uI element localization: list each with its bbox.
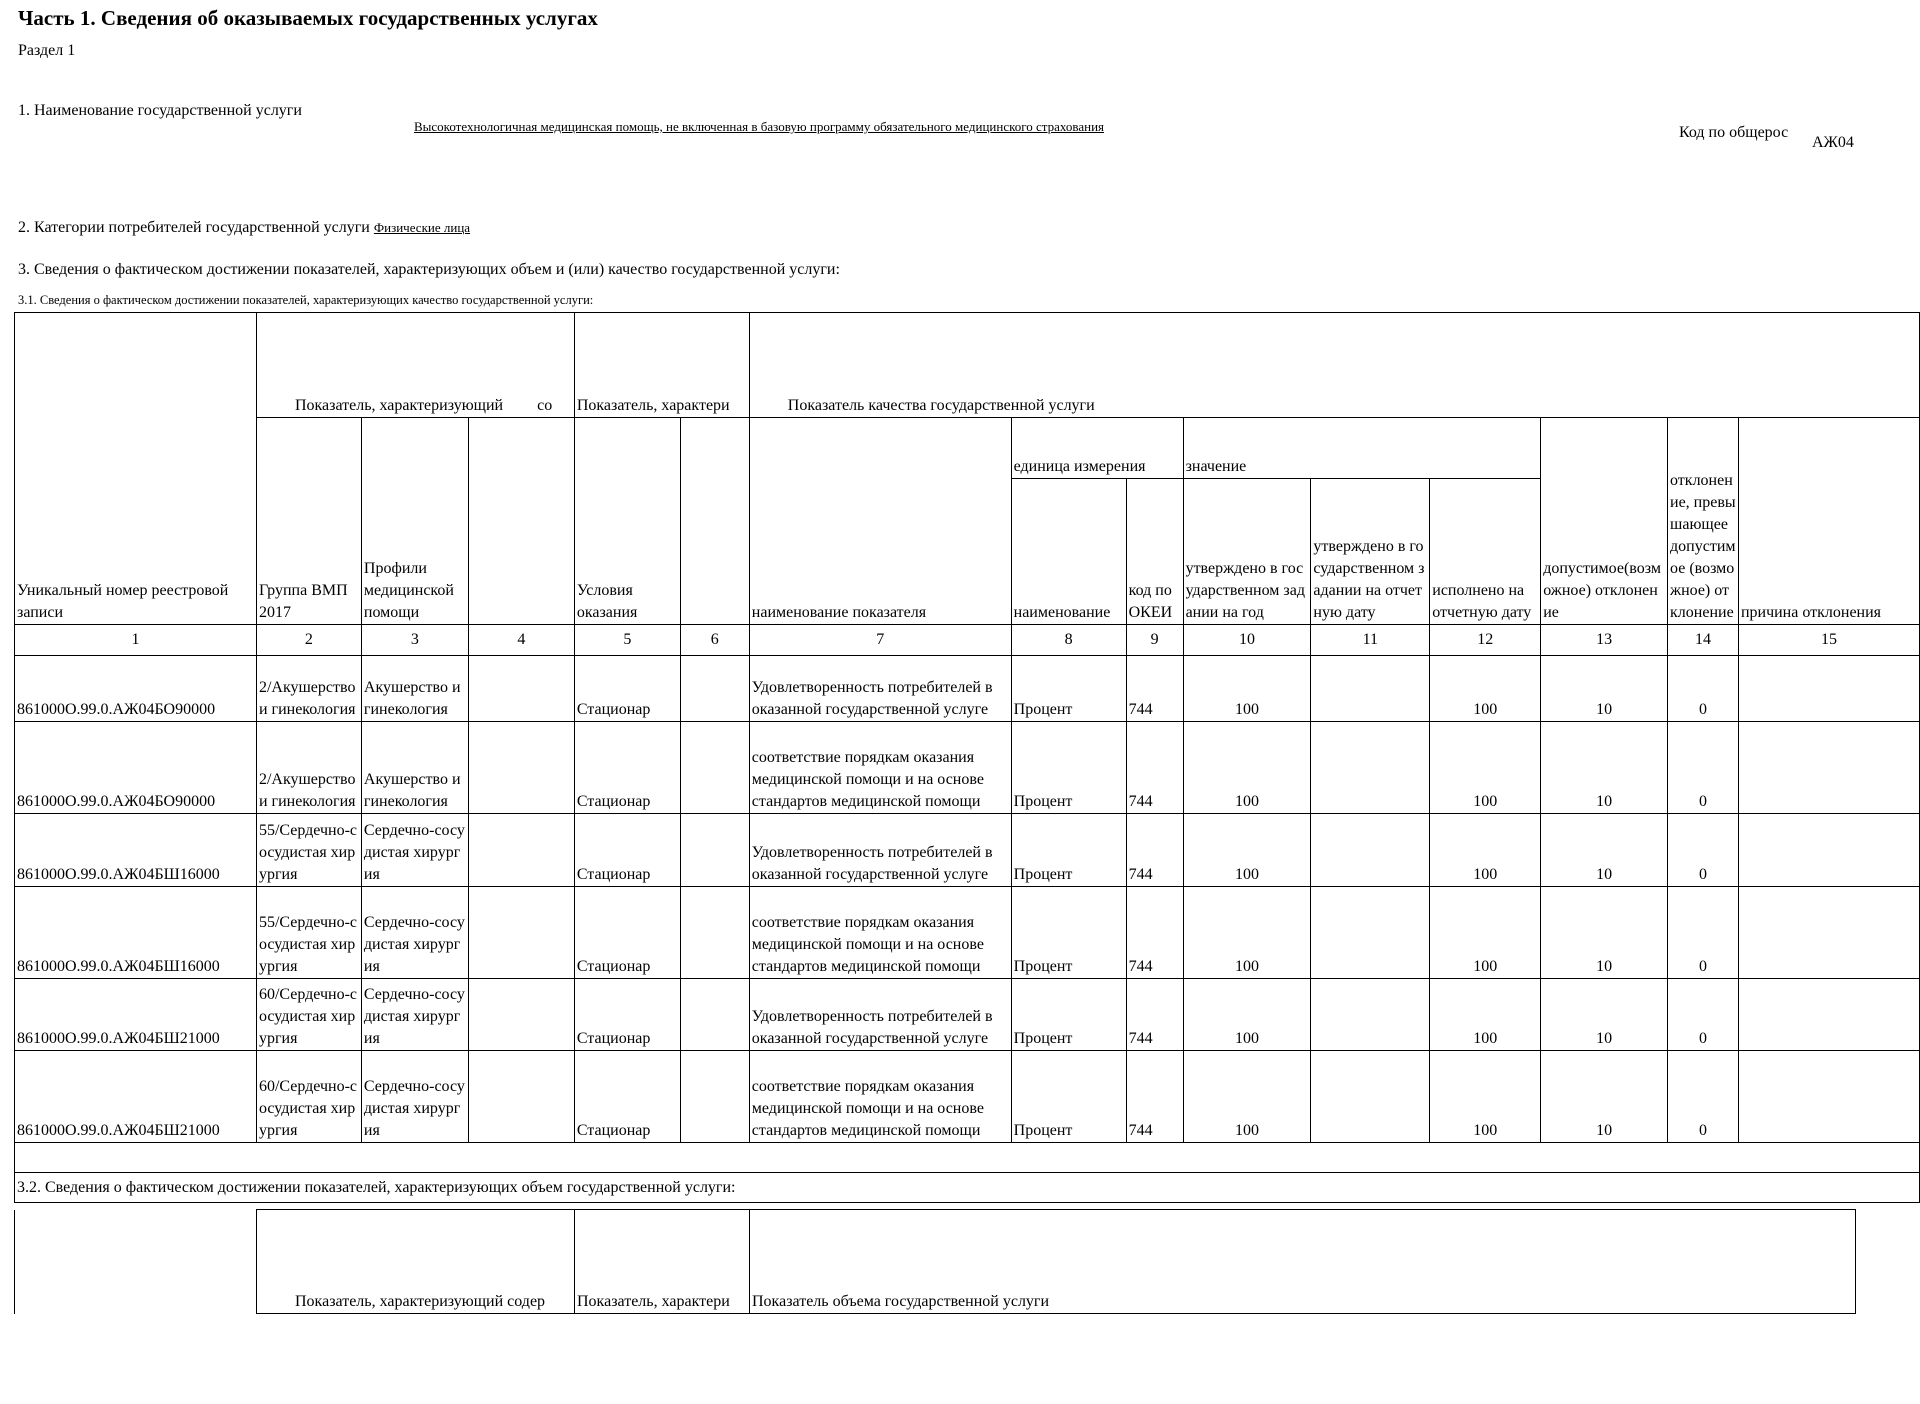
- cell-excess-deviation: 0: [1668, 887, 1739, 979]
- cell-profile: Сердечно-сосудистая хирургия: [361, 1051, 468, 1143]
- column-number: 9: [1126, 625, 1183, 656]
- column-number: 3: [361, 625, 468, 656]
- cell-indicator-name: соответствие порядкам оказания медицинской помощи и на основе стандартов медицинской помощи: [749, 1051, 1011, 1143]
- volume-table: [14, 1209, 1856, 1314]
- cell-approved-date: [1311, 887, 1430, 979]
- cell-allowed-deviation: 10: [1541, 656, 1668, 722]
- header-indicator-name: наименование показателя: [749, 418, 1011, 625]
- cell-vmp-group: 2/Акушерство и гинекология: [256, 722, 361, 814]
- table-row: [15, 722, 1920, 814]
- column-number: 5: [574, 625, 680, 656]
- volume-header-volume-indicator: Показатель объема государственной услуги: [750, 1210, 1856, 1314]
- header-vmp-group: Группа ВМП 2017: [256, 418, 361, 625]
- cell-vmp-group: 60/Сердечно-сосудистая хирургия: [256, 1051, 361, 1143]
- consumers-value: Физические лица: [373, 220, 471, 235]
- service-name-label: 1. Наименование государственной услуги: [18, 102, 302, 119]
- header-value: значение: [1183, 418, 1541, 479]
- cell-allowed-deviation: 10: [1541, 979, 1668, 1051]
- column-number: 7: [749, 625, 1011, 656]
- cell-okei: 744: [1126, 722, 1183, 814]
- cell-profile: Акушерство и гинекология: [361, 656, 468, 722]
- header-conditions: Условия оказания: [574, 418, 680, 625]
- cell-empty: [680, 1051, 749, 1143]
- cell-empty: [468, 979, 574, 1051]
- table-row: [15, 887, 1920, 979]
- consumers-label: 2. Категории потребителей государственной услуги: [18, 219, 370, 236]
- cell-okei: 744: [1126, 814, 1183, 887]
- cell-done: 100: [1430, 887, 1541, 979]
- cell-profile: Сердечно-сосудистая хирургия: [361, 979, 468, 1051]
- cell-okei: 744: [1126, 656, 1183, 722]
- cell-unit: Процент: [1011, 656, 1126, 722]
- volume-header-unique-number: [15, 1210, 257, 1314]
- header-profiles: Профили медицинской помощи: [361, 418, 468, 625]
- cell-done: 100: [1430, 656, 1541, 722]
- cell-vmp-group: 2/Акушерство и гинекология: [256, 656, 361, 722]
- cell-unit: Процент: [1011, 979, 1126, 1051]
- cell-empty: [680, 722, 749, 814]
- cell-excess-deviation: 0: [1668, 979, 1739, 1051]
- cell-indicator-name: Удовлетворенность потребителей в оказанной государственной услуге: [749, 814, 1011, 887]
- cell-approved-year: 100: [1183, 979, 1311, 1051]
- cell-reg-number: 861000О.99.0.АЖ04БШ21000: [15, 979, 257, 1051]
- cell-approved-date: [1311, 1051, 1430, 1143]
- header-approved-date: утверждено в государственном задании на отчетную дату: [1311, 479, 1430, 625]
- header-excess-deviation: отклонение, превышающее допустимое (возможное) отклонение: [1668, 418, 1739, 625]
- cell-reg-number: 861000О.99.0.АЖ04БО90000: [15, 656, 257, 722]
- column-numbers-row: [15, 625, 1920, 656]
- cell-profile: Сердечно-сосудистая хирургия: [361, 814, 468, 887]
- column-number: 10: [1183, 625, 1311, 656]
- cell-done: 100: [1430, 722, 1541, 814]
- header-conditions-indicator: Показатель, характери: [574, 313, 749, 418]
- cell-approved-date: [1311, 814, 1430, 887]
- cell-done: 100: [1430, 814, 1541, 887]
- cell-empty: [680, 656, 749, 722]
- header-quality-indicator: Показатель качества государственной услуги: [749, 313, 1919, 418]
- cell-reason: [1738, 814, 1919, 887]
- table-row: [15, 814, 1920, 887]
- cell-empty: [680, 814, 749, 887]
- cell-conditions: Стационар: [574, 722, 680, 814]
- cell-indicator-name: Удовлетворенность потребителей в оказанной государственной услуге: [749, 979, 1011, 1051]
- header-done: исполнено на отчетную дату: [1430, 479, 1541, 625]
- indicators-heading: 3. Сведения о фактическом достижении показателей, характеризующих объем и (или) качество государственной услуги:: [18, 261, 840, 278]
- cell-conditions: Стационар: [574, 887, 680, 979]
- cell-empty: [468, 1051, 574, 1143]
- cell-reason: [1738, 1051, 1919, 1143]
- column-number: 12: [1430, 625, 1541, 656]
- consumers-line: [18, 219, 470, 237]
- cell-reason: [1738, 979, 1919, 1051]
- column-number: 1: [15, 625, 257, 656]
- column-number: 6: [680, 625, 749, 656]
- table-row: [15, 1051, 1920, 1143]
- header-allowed-deviation: допустимое(возможное) отклонение: [1541, 418, 1668, 625]
- cell-vmp-group: 55/Сердечно-сосудистая хирургия: [256, 814, 361, 887]
- code-value: АЖ04: [1812, 134, 1854, 151]
- cell-profile: Сердечно-сосудистая хирургия: [361, 887, 468, 979]
- cell-okei: 744: [1126, 1051, 1183, 1143]
- column-number: 14: [1668, 625, 1739, 656]
- cell-empty: [680, 887, 749, 979]
- header-col4: [468, 418, 574, 625]
- cell-reg-number: 861000О.99.0.АЖ04БШ16000: [15, 887, 257, 979]
- header-col6: [680, 418, 749, 625]
- cell-excess-deviation: 0: [1668, 722, 1739, 814]
- volume-section-row: [15, 1173, 1920, 1203]
- cell-allowed-deviation: 10: [1541, 1051, 1668, 1143]
- volume-header-content-indicator: Показатель, характеризующий содер: [257, 1210, 575, 1314]
- cell-done: 100: [1430, 979, 1541, 1051]
- column-number: 11: [1311, 625, 1430, 656]
- cell-conditions: Стационар: [574, 1051, 680, 1143]
- cell-empty: [680, 979, 749, 1051]
- cell-empty: [468, 722, 574, 814]
- cell-approved-date: [1311, 979, 1430, 1051]
- cell-indicator-name: соответствие порядкам оказания медицинской помощи и на основе стандартов медицинской помощи: [749, 887, 1011, 979]
- cell-reason: [1738, 656, 1919, 722]
- cell-reg-number: 861000О.99.0.АЖ04БШ16000: [15, 814, 257, 887]
- cell-vmp-group: 60/Сердечно-сосудистая хирургия: [256, 979, 361, 1051]
- section-label: Раздел 1: [18, 42, 76, 59]
- page-title: Часть 1. Сведения об оказываемых государственных услугах: [18, 6, 598, 30]
- code-label: Код по общерос: [1679, 124, 1789, 141]
- table-spacer-row: [15, 1143, 1920, 1173]
- quality-section-heading: 3.1. Сведения о фактическом достижении показателей, характеризующих качество государственной услуги:: [18, 293, 594, 307]
- volume-section-heading: 3.2. Сведения о фактическом достижении показателей, характеризующих объем государственной услуги:: [15, 1173, 1920, 1203]
- cell-vmp-group: 55/Сердечно-сосудистая хирургия: [256, 887, 361, 979]
- cell-conditions: Стационар: [574, 979, 680, 1051]
- cell-approved-date: [1311, 722, 1430, 814]
- header-okei: код по ОКЕИ: [1126, 479, 1183, 625]
- cell-allowed-deviation: 10: [1541, 814, 1668, 887]
- column-number: 2: [256, 625, 361, 656]
- header-approved-year: утверждено в государственном задании на год: [1183, 479, 1311, 625]
- table-row: [15, 656, 1920, 722]
- cell-empty: [468, 814, 574, 887]
- cell-okei: 744: [1126, 887, 1183, 979]
- cell-approved-date: [1311, 656, 1430, 722]
- cell-allowed-deviation: 10: [1541, 887, 1668, 979]
- header-unit-name: наименование: [1011, 479, 1126, 625]
- column-number: 15: [1738, 625, 1919, 656]
- cell-indicator-name: Удовлетворенность потребителей в оказанной государственной услуге: [749, 656, 1011, 722]
- cell-conditions: Стационар: [574, 656, 680, 722]
- cell-excess-deviation: 0: [1668, 656, 1739, 722]
- cell-profile: Акушерство и гинекология: [361, 722, 468, 814]
- volume-header-conditions-indicator: Показатель, характери: [575, 1210, 750, 1314]
- column-number: 4: [468, 625, 574, 656]
- header-unique-number: Уникальный номер реестровой записи: [15, 313, 257, 625]
- cell-unit: Процент: [1011, 814, 1126, 887]
- cell-unit: Процент: [1011, 887, 1126, 979]
- cell-okei: 744: [1126, 979, 1183, 1051]
- cell-approved-year: 100: [1183, 814, 1311, 887]
- cell-approved-year: 100: [1183, 656, 1311, 722]
- cell-approved-year: 100: [1183, 887, 1311, 979]
- cell-approved-year: 100: [1183, 722, 1311, 814]
- column-number: 8: [1011, 625, 1126, 656]
- cell-unit: Процент: [1011, 722, 1126, 814]
- cell-empty: [15, 1143, 1920, 1173]
- cell-excess-deviation: 0: [1668, 1051, 1739, 1143]
- table-row: [15, 979, 1920, 1051]
- header-deviation-reason: причина отклонения: [1738, 418, 1919, 625]
- cell-reg-number: 861000О.99.0.АЖ04БШ21000: [15, 1051, 257, 1143]
- header-content-indicator: Показатель, характеризующий со: [256, 313, 574, 418]
- cell-reg-number: 861000О.99.0.АЖ04БО90000: [15, 722, 257, 814]
- cell-allowed-deviation: 10: [1541, 722, 1668, 814]
- cell-conditions: Стационар: [574, 814, 680, 887]
- cell-unit: Процент: [1011, 1051, 1126, 1143]
- cell-excess-deviation: 0: [1668, 814, 1739, 887]
- cell-empty: [468, 656, 574, 722]
- cell-reason: [1738, 887, 1919, 979]
- cell-reason: [1738, 722, 1919, 814]
- quality-table: [14, 312, 1920, 1203]
- service-name-value: Высокотехнологичная медицинская помощь, не включенная в базовую программу обязательного медицинского страхования: [414, 119, 1105, 134]
- cell-indicator-name: соответствие порядкам оказания медицинской помощи и на основе стандартов медицинской помощи: [749, 722, 1011, 814]
- cell-done: 100: [1430, 1051, 1541, 1143]
- header-unit: единица измерения: [1011, 418, 1183, 479]
- cell-empty: [468, 887, 574, 979]
- column-number: 13: [1541, 625, 1668, 656]
- cell-approved-year: 100: [1183, 1051, 1311, 1143]
